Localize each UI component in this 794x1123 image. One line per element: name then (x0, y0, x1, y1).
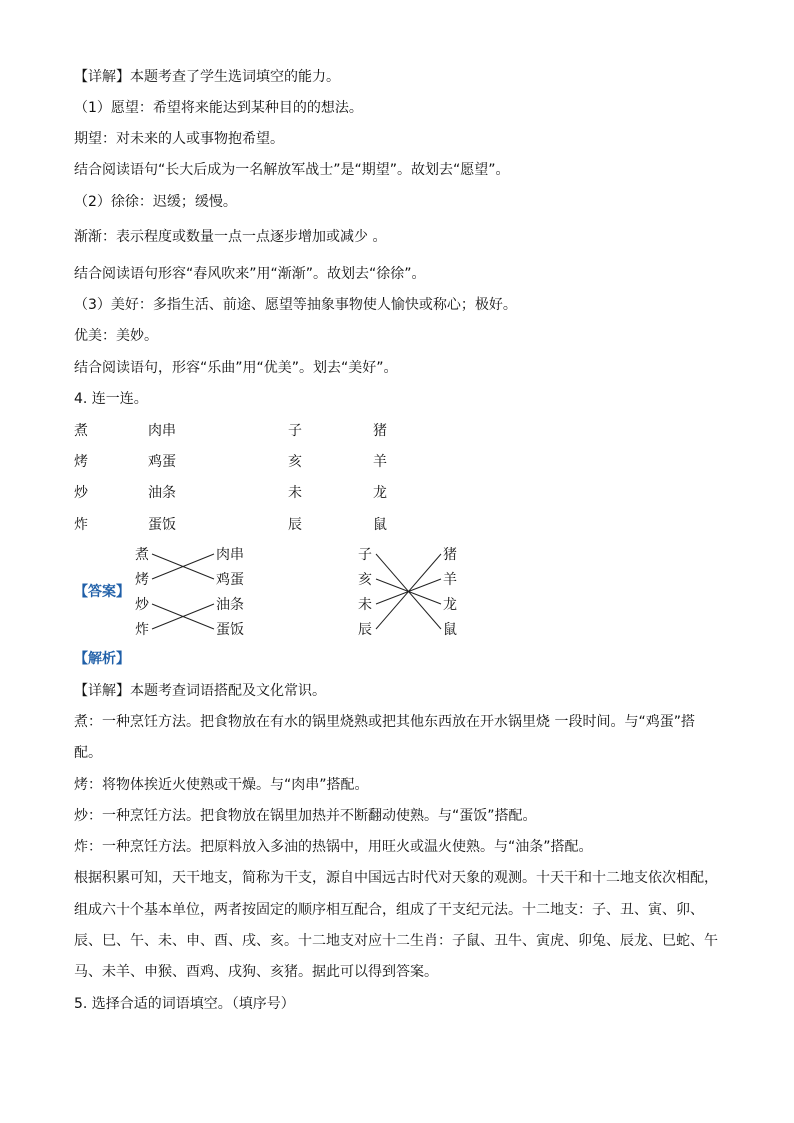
matching-item: 炸 (74, 517, 88, 533)
matching-item: 子 (288, 423, 302, 439)
matching-row (74, 482, 394, 502)
answer-item: 蛋饭 (216, 622, 244, 638)
bracket-open: 【 (74, 69, 88, 85)
answer-item: 炸 (135, 622, 149, 638)
answer-item: 鼠 (443, 622, 457, 638)
bracket-open: 【 (74, 683, 88, 699)
answer-item: 亥 (358, 572, 372, 588)
detail-paragraph-2 (74, 681, 326, 701)
explanation-line: 渐渐：表示程度或数量一点一点逐步增加或减少 。 (74, 229, 387, 245)
matching-item: 猪 (373, 423, 387, 439)
connector-line (152, 604, 214, 629)
explanation-line: 配。 (74, 745, 102, 761)
matching-item: 未 (288, 485, 302, 501)
matching-row (74, 451, 394, 471)
explanation-line: 优美：美妙。 (74, 328, 158, 344)
answer-item: 鸡蛋 (216, 572, 244, 588)
explanation-line: 烤：将物体挨近火使熟或干燥。与“肉串”搭配。 (74, 777, 369, 793)
answer-item: 猪 (443, 547, 457, 563)
answer-item: 炒 (135, 597, 149, 613)
matching-item: 羊 (373, 454, 387, 470)
explanation-line: （1）愿望：希望将来能达到某种目的的想法。 (74, 100, 363, 116)
connector-line (376, 579, 441, 604)
matching-item: 蛋饭 (148, 517, 176, 533)
answer-item: 油条 (216, 597, 244, 613)
matching-item: 鼠 (373, 517, 387, 533)
connector-line (376, 579, 441, 604)
matching-row (74, 420, 394, 440)
connector-line (152, 554, 214, 579)
matching-item: 辰 (288, 517, 302, 533)
connector-line (152, 604, 214, 629)
answer-item: 肉串 (216, 547, 244, 563)
connector-line (376, 554, 441, 629)
question-5-title: 5. 选择合适的词语填空。（填序号） (74, 996, 295, 1012)
bracket-close: 】 (116, 69, 130, 85)
explanation-line: 炸：一种烹饪方法。把原料放入多油的热锅中，用旺火或温火使熟。与“油条”搭配。 (74, 839, 593, 855)
matching-item: 烤 (74, 454, 88, 470)
bracket-close: 】 (116, 683, 130, 699)
matching-item: 肉串 (148, 423, 176, 439)
explanation-line: （2）徐徐：迟缓；缓慢。 (74, 194, 237, 210)
answer-item: 未 (358, 597, 372, 613)
matching-row (74, 514, 394, 534)
explanation-line: 辰、巳、午、未、申、酉、戌、亥。十二地支对应十二生肖：子鼠、丑牛、寅虎、卯兔、辰龙、巳蛇、午 (74, 933, 718, 949)
answer-item: 烤 (135, 572, 149, 588)
explanation-line: 炒：一种烹饪方法。把食物放在锅里加热并不断翻动使熟。与“蛋饭”搭配。 (74, 808, 537, 824)
explanation-line: 结合阅读语句“长大后成为一名解放军战士”是“期望”。故划去“愿望”。 (74, 162, 510, 178)
connector-line (376, 554, 441, 629)
answer-item: 羊 (443, 572, 457, 588)
matching-item: 炒 (74, 485, 88, 501)
answer-item: 子 (358, 547, 372, 563)
explanation-line: 马、未羊、申猴、酉鸡、戌狗、亥猪。据此可以得到答案。 (74, 964, 438, 980)
explanation-line: 根据积累可知，天干地支，简称为干支，源自中国远古时代对天象的观测。十天干和十二地支依次相配， (74, 870, 718, 886)
explanation-line: 结合阅读语句，形容“乐曲”用“优美”。划去“美好”。 (74, 360, 398, 376)
detail-paragraph-1 (74, 67, 340, 87)
answer-item: 辰 (358, 622, 372, 638)
detail-tag: 详解 (88, 683, 116, 699)
detail-text: 本题考查词语搭配及文化常识。 (130, 683, 326, 699)
matching-item: 油条 (148, 485, 176, 501)
explanation-line: 结合阅读语句形容“春风吹来”用“渐渐”。故划去“徐徐”。 (74, 266, 426, 282)
detail-tag: 详解 (88, 69, 116, 85)
matching-item: 煮 (74, 423, 88, 439)
matching-item: 鸡蛋 (148, 454, 176, 470)
answer-item: 煮 (135, 547, 149, 563)
matching-item: 龙 (373, 485, 387, 501)
analysis-label: 【解析】 (74, 651, 130, 667)
detail-text: 本题考查了学生选词填空的能力。 (130, 69, 340, 85)
question-4-title: 4. 连一连。 (74, 391, 148, 407)
explanation-line: 期望：对未来的人或事物抱希望。 (74, 131, 284, 147)
explanation-line: （3）美好：多指生活、前途、愿望等抽象事物使人愉快或称心；极好。 (74, 297, 517, 313)
explanation-line: 煮：一种烹饪方法。把食物放在有水的锅里烧熟或把其他东西放在开水锅里烧 一段时间。与“鸡蛋”搭 (74, 714, 695, 730)
answer-label: 【答案】 (74, 584, 130, 600)
matching-item: 亥 (288, 454, 302, 470)
answer-item: 龙 (443, 597, 457, 613)
connector-line (152, 554, 214, 579)
explanation-line: 组成六十个基本单位，两者按固定的顺序相互配合，组成了干支纪元法。十二地支：子、丑、寅、卯、 (74, 902, 704, 918)
